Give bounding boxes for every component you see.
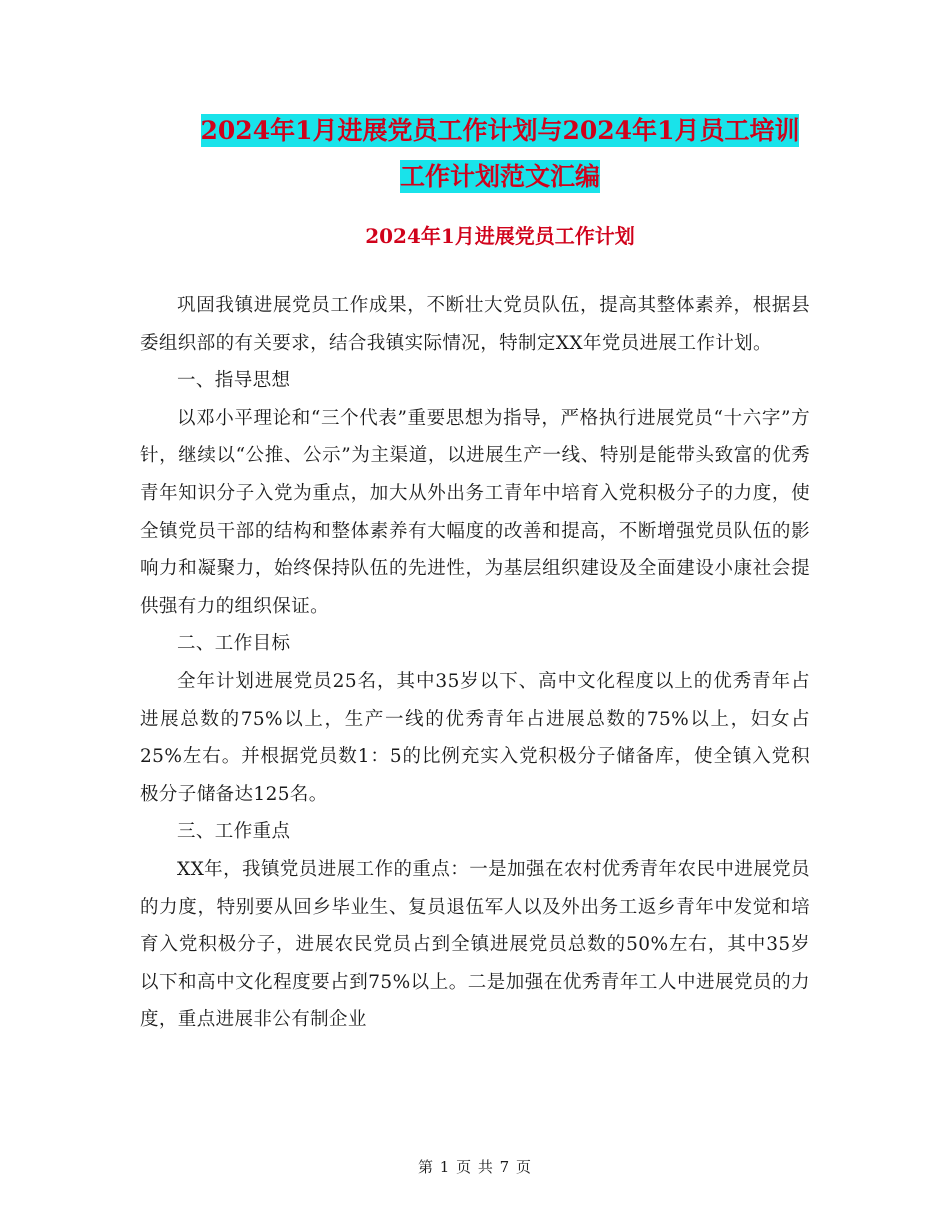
page-footer: 第 1 页 共 7 页 — [418, 1158, 532, 1176]
paragraph-work-goals: 全年计划进展党员25名，其中35岁以下、高中文化程度以上的优秀青年占进展总数的75%以上，生产一线的优秀青年占进展总数的75%以上，妇女占25%左右。并根据党员数1：5的比例充实入党积极分子储备库，使全镇入党积极分子储备达125名。 — [140, 670, 810, 805]
heading-work-focus: 三、工作重点 — [177, 821, 291, 843]
document-title — [140, 108, 860, 200]
title-line-1: 2024年1月进展党员工作计划与2024年1月员工培训 — [200, 116, 800, 145]
paragraph-work-focus: XX年，我镇党员进展工作的重点：一是加强在农村优秀青年农民中进展党员的力度，特别要从回乡毕业生、复员退伍军人以及外出务工返乡青年中发觉和培育入党积极分子，进展农民党员占到全镇进展党员总数的50%左右，其中35岁以下和高中文化程度要占到75%以上。二是加强在优秀青年工人中进展党员的力度，重点进展非公有制企业 — [140, 858, 810, 1031]
section-title: 2024年1月进展党员工作计划 — [365, 224, 635, 248]
document-body — [140, 287, 810, 1039]
title-line-2: 工作计划范文汇编 — [399, 162, 600, 191]
paragraph-intro: 巩固我镇进展党员工作成果，不断壮大党员队伍，提高其整体素养，根据县委组织部的有关要求，结合我镇实际情况，特制定XX年党员进展工作计划。 — [140, 295, 810, 354]
paragraph-guiding-ideology: 以邓小平理论和“三个代表”重要思想为指导，严格执行进展党员“十六字”方针，继续以“公推、公示”为主渠道，以进展生产一线、特别是能带头致富的优秀青年知识分子入党为重点，加大从外出务工青年中培育入党积极分子的力度，使全镇党员干部的结构和整体素养有大幅度的改善和提高，不断增强党员队伍的影响力和凝聚力，始终保持队伍的先进性，为基层组织建设及全面建设小康社会提供强有力的组织保证。 — [140, 407, 810, 617]
heading-work-goals: 二、工作目标 — [177, 633, 291, 655]
heading-guiding-ideology: 一、指导思想 — [177, 370, 291, 392]
